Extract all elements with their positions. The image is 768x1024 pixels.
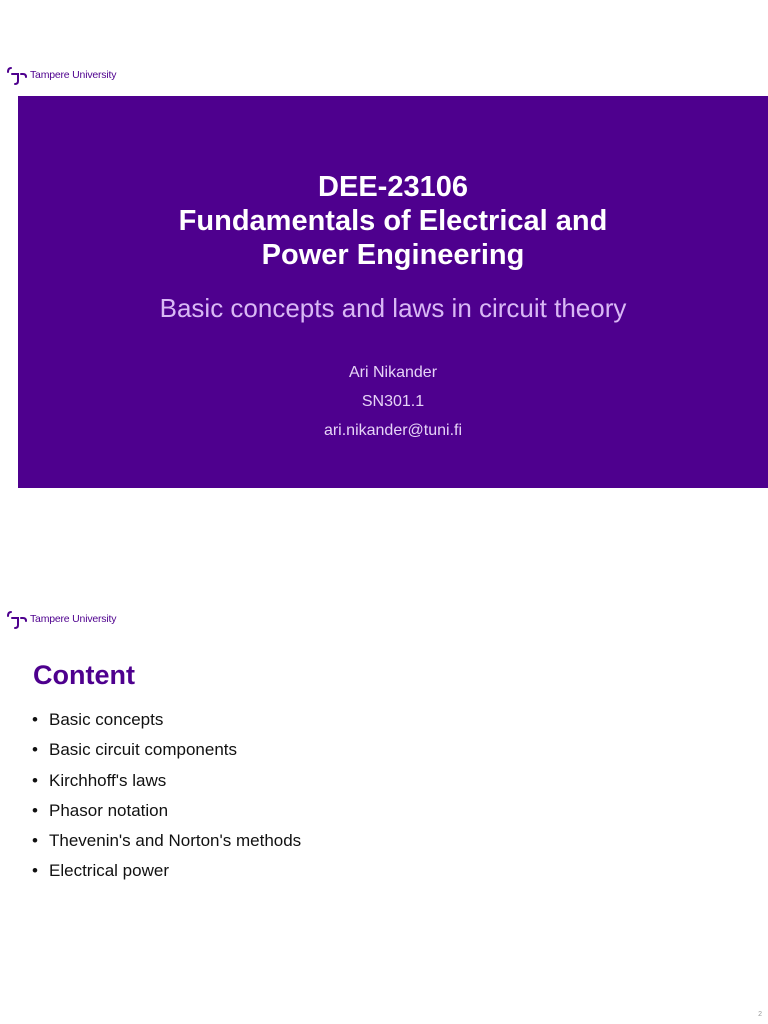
bullet-dot: • [32, 861, 38, 881]
author-email: ari.nikander@tuni.fi [323, 422, 463, 439]
list-item-text: Phasor notation [49, 800, 169, 820]
tampere-logo-icon [6, 64, 28, 86]
author-room: SN301.1 [361, 393, 425, 410]
bullet-dot: • [32, 710, 38, 729]
list-item-text: Thevenin's and Norton's methods [49, 831, 302, 851]
title-slide [18, 96, 768, 488]
list-item [32, 857, 301, 887]
bullet-dot: • [32, 831, 38, 851]
list-item [32, 767, 301, 797]
author-name: Ari Nikander [348, 364, 438, 381]
list-item-text: Kirchhoff's laws [49, 770, 167, 790]
author-block [18, 358, 768, 445]
logo-text: Tampere University [30, 613, 117, 625]
title-line-2: Power Engineering [261, 239, 525, 271]
bullet-dot: • [32, 770, 38, 790]
list-item [32, 736, 301, 766]
slide-subtitle: Basic concepts and laws in circuit theory [159, 293, 627, 323]
page-number: 2 [758, 1011, 762, 1018]
list-item-text: Basic circuit components [49, 740, 238, 760]
logo-text: Tampere University [30, 69, 117, 81]
list-item [32, 706, 301, 736]
course-code: DEE-23106 [318, 171, 468, 203]
list-item-text: Basic concepts [49, 710, 164, 729]
bullet-dot: • [32, 740, 38, 760]
tampere-university-logo [6, 64, 116, 86]
tampere-university-logo-2 [6, 608, 116, 630]
title-line-1: Fundamentals of Electrical and [178, 205, 608, 237]
content-heading: Content [33, 660, 135, 690]
tampere-logo-icon [6, 608, 28, 630]
list-item [32, 827, 301, 857]
bullet-dot: • [32, 800, 38, 820]
list-item-text: Electrical power [49, 861, 169, 881]
slide-title [18, 170, 768, 272]
content-list [32, 706, 301, 888]
list-item [32, 797, 301, 827]
